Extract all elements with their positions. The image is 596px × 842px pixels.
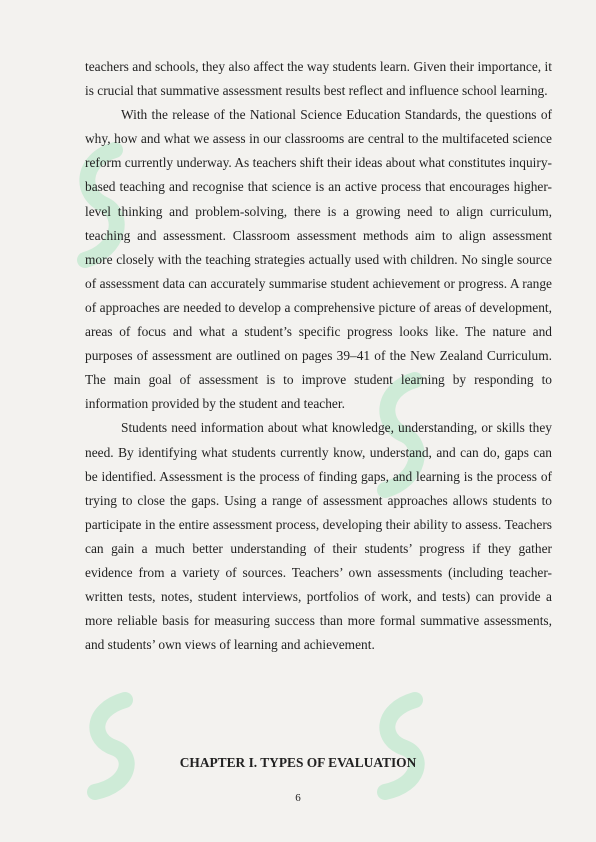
watermark-logo-icon bbox=[370, 690, 430, 800]
body-text bbox=[85, 55, 552, 657]
paragraph: Students need information about what knowledge, understanding, or skills they need. By identifying what students currently know, understand, and can do, gaps can be identified. Assessment is the process of finding gaps, and learning is the process of trying to close the gaps. Using a range of assessment approaches allows students to participate in the entire assessment process, developing their ability to assess. Teachers can gain a much better understanding of their students’ progress if they gather evidence from a variety of sources. Teachers’ own assessments (including teacher-written tests, notes, student interviews, portfolios of work, and tests) can provide a more reliable basis for measuring success than more formal summative assessments, and students’ own views of learning and achievement. bbox=[85, 420, 552, 653]
paragraph: With the release of the National Science Education Standards, the questions of why, how and what we assess in our classrooms are central to the multifaceted science reform currently underway. As teachers shift their ideas about what constitutes inquiry-based teaching and recognise that science is an active process that encourages higher-level thinking and problem-solving, there is a growing need to align curriculum, teaching and assessment. Classroom assessment methods aim to align assessment more closely with the teaching strategies actually used with children. No single source of assessment data can accurately summarise student achievement or progress. A range of approaches are needed to develop a comprehensive picture of areas of development, areas of focus and what a student’s specific progress looks like. The nature and purposes of assessment are outlined on pages 39–41 of the New Zealand Curriculum. The main goal of assessment is to improve student learning by responding to information provided by the student and teacher. bbox=[85, 107, 552, 412]
watermark-logo-icon bbox=[80, 690, 140, 800]
chapter-heading: CHAPTER I. TYPES OF EVALUATION bbox=[179, 755, 417, 770]
paragraph: teachers and schools, they also affect the way students learn. Given their importance, it is crucial that summative assessment results best reflect and influence school learning. bbox=[85, 59, 552, 99]
page-number: 6 bbox=[295, 792, 301, 804]
